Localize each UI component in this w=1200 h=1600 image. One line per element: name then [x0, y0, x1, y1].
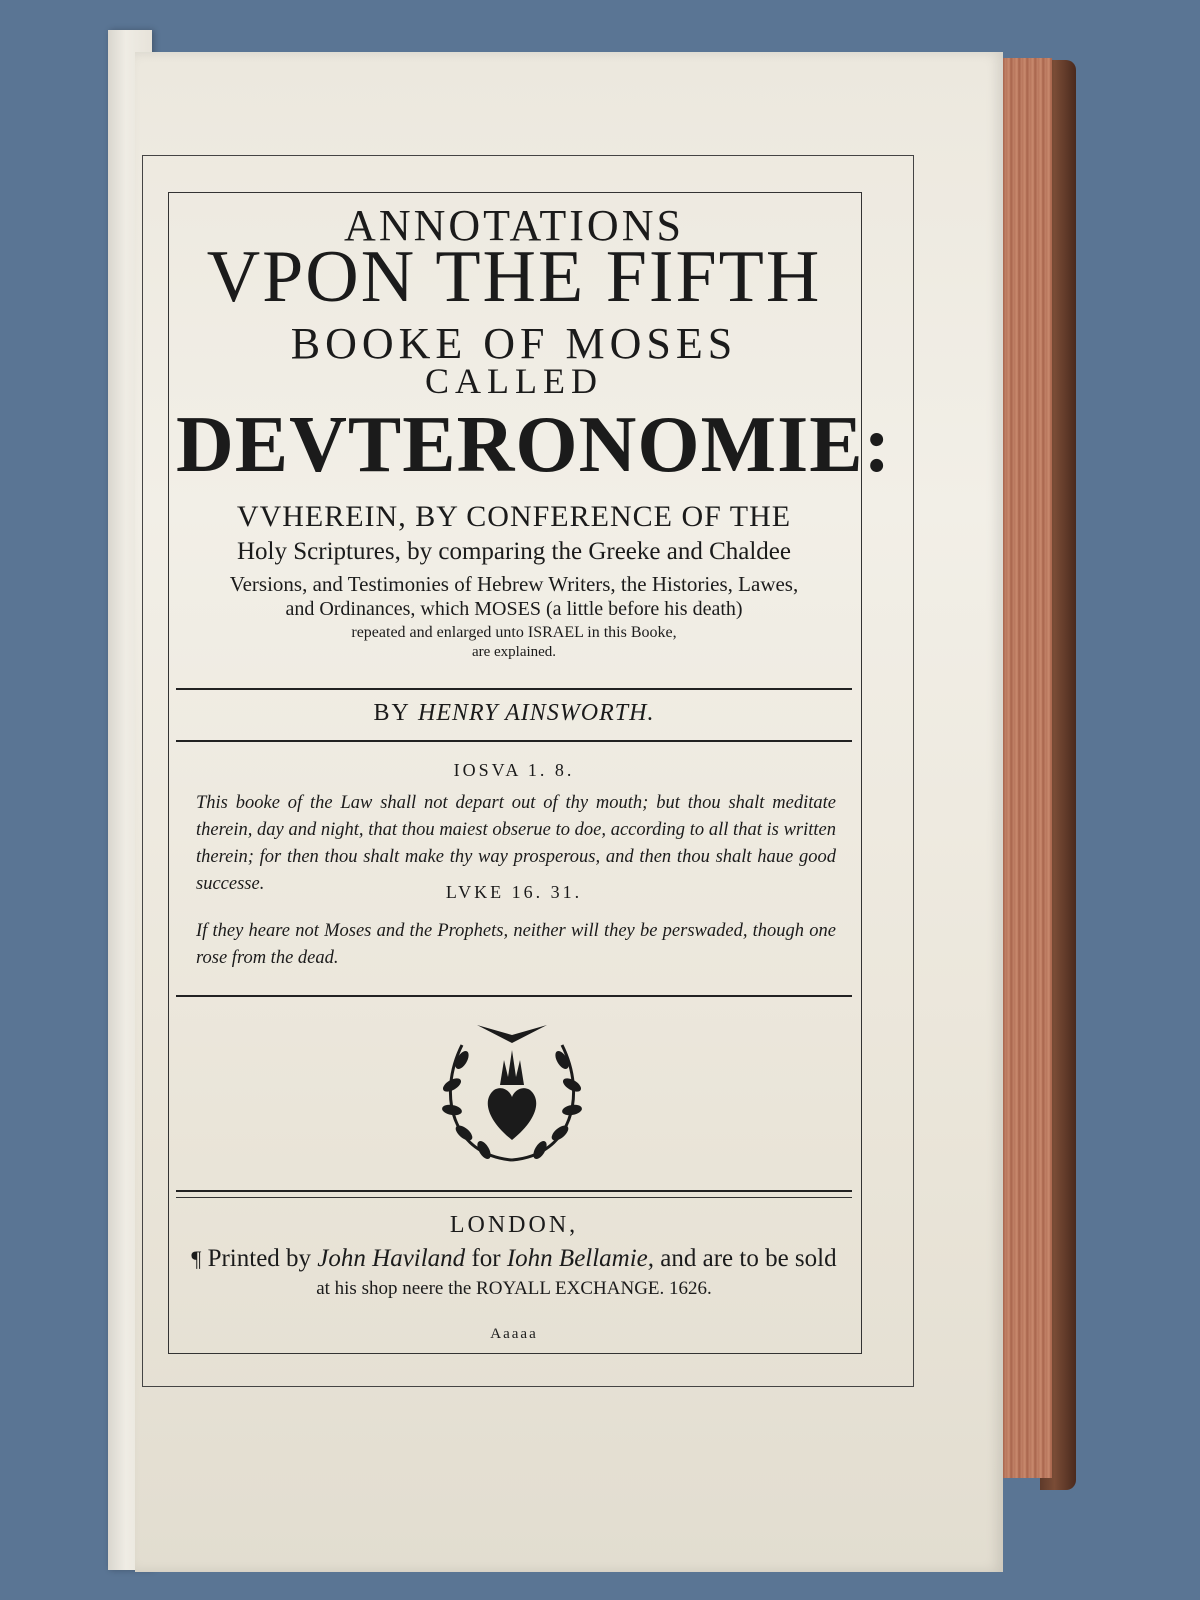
- rule-below-author: [176, 740, 852, 742]
- printed-by-text: Printed by: [207, 1245, 312, 1272]
- bookseller-name: Iohn Bellamie,: [506, 1245, 655, 1272]
- rule-above-imprint-thin: [176, 1197, 852, 1198]
- scripture-quote-joshua: This booke of the Law shall not depart out of thy mouth; but thou shalt meditate therein, day and night, that thou maiest obserue to doe, according to all that is written therein; for then thou shalt make thy way prosperous, and then thou shalt haue good successe.: [196, 793, 836, 894]
- title-line-booke-of-moses: BOOKE OF MOSES: [290, 319, 738, 368]
- printer-name: John Haviland: [317, 1245, 466, 1272]
- author-prefix: BY: [373, 700, 410, 726]
- title-line-annotations: ANNOTATIONS: [344, 201, 684, 250]
- subtitle-line-6: are explained.: [471, 644, 557, 660]
- title-line-called: CALLED: [425, 361, 603, 401]
- title-line-deuteronomie: DEVTERONOMIE:: [176, 401, 892, 489]
- scripture-quote-luke: If they heare not Moses and the Prophets, neither will they be perswaded, though one rose from the dead.: [196, 921, 836, 968]
- author-line: [176, 700, 852, 727]
- subtitle-line-4: and Ordinances, which MOSES (a little before his death): [285, 598, 743, 620]
- subtitle-line-1: VVHEREIN, BY CONFERENCE OF THE: [236, 500, 792, 533]
- printers-device-emblem: [432, 1005, 592, 1170]
- for-text: for: [471, 1245, 501, 1272]
- subtitle-line-5: repeated and enlarged unto ISRAEL in this Booke,: [351, 624, 677, 641]
- subtitle-line-2: Holy Scriptures, by comparing the Greeke and Chaldee: [237, 538, 791, 565]
- sold-text: and are to be sold: [660, 1245, 837, 1272]
- scripture-reference-joshua: IOSVA 1. 8.: [453, 760, 575, 780]
- title-line-vpon-the-fifth: VPON THE FIFTH: [206, 236, 822, 318]
- rule-above-imprint: [176, 1190, 852, 1192]
- rule-above-author: [176, 688, 852, 690]
- subtitle-line-3: Versions, and Testimonies of Hebrew Writers, the Histories, Lawes,: [229, 572, 799, 596]
- pilcrow-mark: ¶: [191, 1246, 202, 1271]
- imprint-printer-line: [176, 1245, 852, 1273]
- imprint-shop-line: at his shop neere the ROYALL EXCHANGE. 1626.: [316, 1278, 712, 1299]
- author-name: HENRY AINSWORTH.: [417, 700, 655, 726]
- signature-mark: Aaaaa: [490, 1326, 538, 1342]
- rule-above-emblem: [176, 995, 852, 997]
- scripture-reference-luke: LVKE 16. 31.: [445, 882, 583, 902]
- imprint-city: LONDON,: [449, 1212, 579, 1238]
